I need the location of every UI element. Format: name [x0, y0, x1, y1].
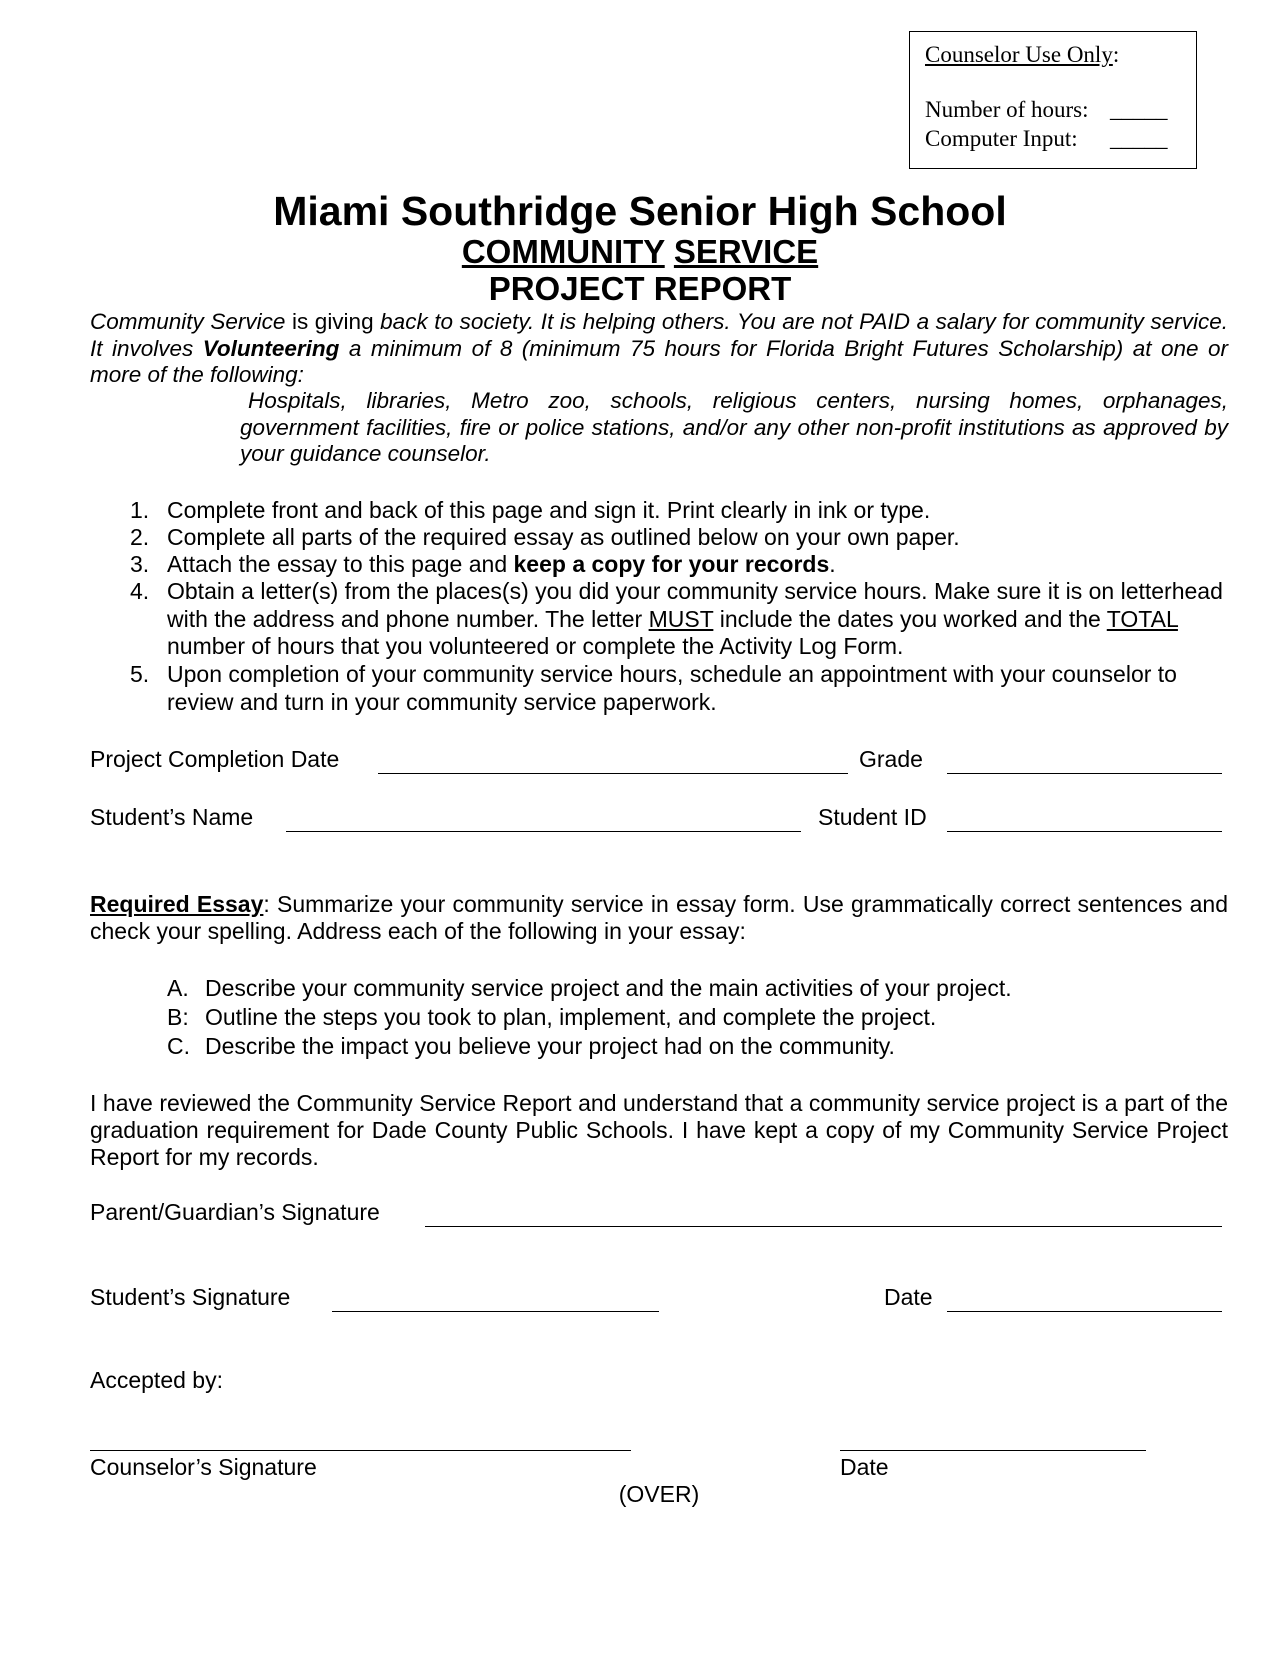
counselor-date-label: Date — [840, 1454, 889, 1480]
parent-signature-field[interactable] — [425, 1226, 1222, 1227]
counselor-date-field[interactable] — [840, 1450, 1146, 1451]
counselor-use-box — [909, 31, 1197, 169]
over-note: (OVER) — [618, 1481, 700, 1507]
service-places-list: Hospitals, libraries, Metro zoo, schools, religious centers, nursing homes, orphanages, government facilities, fire or police stations, and/or any other non-profit institutions as approved by your guidance counselor. — [240, 388, 1228, 466]
grade-field[interactable] — [947, 773, 1222, 774]
student-id-label: Student ID — [818, 804, 927, 830]
student-name-label: Student’s Name — [90, 804, 254, 830]
essay-item: B: Outline the steps you took to plan, implement, and complete the project. — [167, 1004, 937, 1030]
instruction-item: 4. Obtain a letter(s) from the places(s) you did your community service hours. Make sure it is on letterhead with the address and phone number. The letter MUST include the dates you worked and the TOTAL number of hours that you volunteered or complete the Activity Log Form. — [130, 578, 1223, 659]
instruction-item: 3. Attach the essay to this page and keep a copy for your records. — [130, 551, 836, 577]
completion-date-label: Project Completion Date — [90, 746, 340, 772]
essay-item: A. Describe your community service project and the main activities of your project. — [167, 975, 1012, 1001]
student-date-label: Date — [884, 1284, 933, 1310]
instruction-item: 5. Upon completion of your community service hours, schedule an appointment with your counselor to review and turn in your community service paperwork. — [130, 661, 1177, 715]
review-statement: I have reviewed the Community Service Report and understand that a community service project is a part of the graduation requirement for Dade County Public Schools. I have kept a copy of my Community Service Project Report for my records. — [90, 1090, 1228, 1170]
accepted-by-label: Accepted by: — [90, 1367, 223, 1393]
student-signature-field[interactable] — [332, 1311, 659, 1312]
student-id-field[interactable] — [947, 831, 1222, 832]
instruction-item: 2. Complete all parts of the required essay as outlined below on your own paper. — [130, 524, 960, 550]
counselor-signature-label: Counselor’s Signature — [90, 1454, 317, 1480]
counselor-box-heading: Counselor Use Only: — [925, 42, 1120, 67]
instruction-item: 1. Complete front and back of this page and sign it. Print clearly in ink or type. — [130, 497, 931, 523]
required-essay-heading: Required Essay — [90, 891, 264, 917]
student-date-field[interactable] — [947, 1311, 1222, 1312]
counselor-signature-field[interactable] — [90, 1450, 631, 1451]
grade-label: Grade — [859, 746, 923, 772]
essay-item: C. Describe the impact you believe your project had on the community. — [167, 1033, 895, 1059]
report-title-line2: PROJECT REPORT — [488, 270, 792, 307]
student-signature-label: Student’s Signature — [90, 1284, 291, 1310]
student-name-field[interactable] — [286, 831, 801, 832]
school-name: Miami Southridge Senior High School — [273, 188, 1007, 234]
computer-input-row[interactable]: Computer Input: _____ — [925, 126, 1168, 151]
parent-signature-label: Parent/Guardian’s Signature — [90, 1199, 380, 1225]
report-title-line1: COMMUNITY SERVICE — [461, 233, 819, 270]
required-essay-paragraph: Required Essay: Summarize your community service in essay form. Use grammatically correct sentences and check your spelling. Address each of the following in your essay: — [90, 891, 1228, 944]
intro-paragraph: Community Service is giving back to society. It is helping others. You are not PAID a salary for community service. It involves Volunteering a minimum of 8 (minimum 75 hours for Florida Bright Futures Scholarship) at one or more of the following: — [90, 309, 1228, 387]
hours-row[interactable]: Number of hours: _____ — [925, 97, 1168, 122]
completion-date-field[interactable] — [378, 773, 848, 774]
